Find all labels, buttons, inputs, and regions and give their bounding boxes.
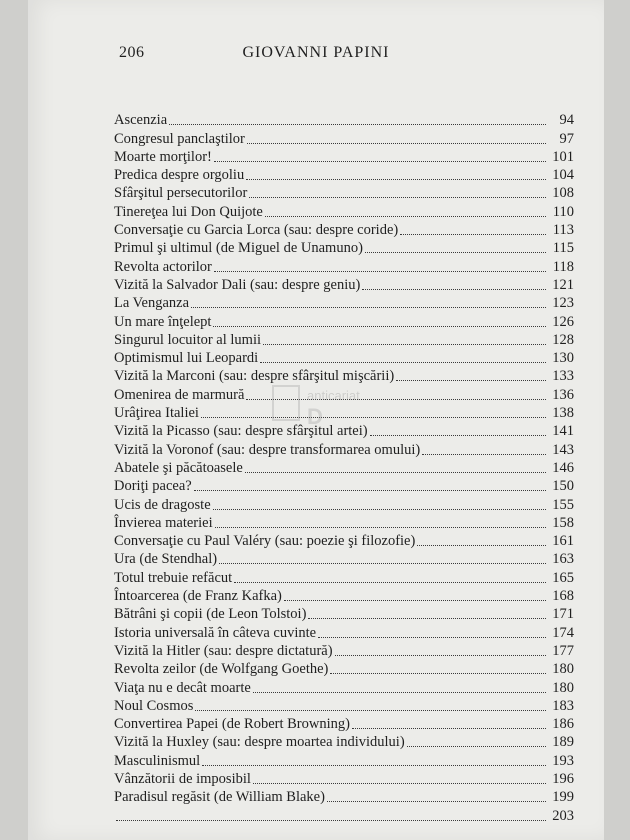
toc-leader-dots — [214, 271, 546, 272]
toc-entry-page: 143 — [552, 441, 574, 458]
toc-entry-page: 115 — [552, 240, 574, 257]
toc-entry — [114, 202, 574, 220]
toc-entry-title: Învierea materiei — [114, 514, 213, 531]
toc-leader-dots — [362, 289, 546, 290]
book-page — [28, 0, 604, 840]
toc-leader-dots — [265, 216, 546, 217]
toc-leader-dots — [246, 179, 546, 180]
svg-text:D: D — [307, 404, 323, 429]
toc-entry-page: 171 — [552, 606, 574, 623]
toc-entry — [114, 129, 574, 147]
toc-entry-title: Urâţirea Italiei — [114, 405, 199, 422]
toc-entry-title: Revolta zeilor (de Wolfgang Goethe) — [114, 661, 329, 678]
toc-entry — [114, 385, 574, 403]
toc-entry-title: La Venganza — [114, 295, 190, 312]
toc-entry-title: Conversaţie cu Paul Valéry (sau: poezie şi filozofie) — [114, 533, 416, 550]
toc-entry-title: Tinereţea lui Don Quijote — [114, 203, 263, 220]
toc-entry-title: Conversaţie cu Garcia Lorca (sau: despre coride) — [114, 222, 399, 239]
toc-leader-dots — [246, 399, 546, 400]
toc-entry — [114, 294, 574, 312]
toc-entry-page: 180 — [552, 661, 574, 678]
toc-entry-page: 180 — [552, 679, 574, 696]
toc-leader-dots — [249, 197, 546, 198]
toc-entry-title: Ucis de dragoste — [114, 496, 211, 513]
toc-leader-dots — [417, 545, 546, 546]
toc-entry — [114, 477, 574, 495]
toc-entry — [114, 642, 574, 660]
toc-entry — [114, 806, 574, 824]
toc-entry-title: Convertirea Papei (de Robert Browning) — [114, 716, 350, 733]
toc-leader-dots — [370, 435, 546, 436]
toc-leader-dots — [263, 344, 546, 345]
toc-leader-dots — [400, 234, 546, 235]
toc-entry-page: 101 — [552, 148, 574, 165]
toc-entry-title: Noul Cosmos — [114, 697, 194, 714]
toc-entry — [114, 715, 574, 733]
toc-leader-dots — [335, 655, 546, 656]
toc-entry — [114, 257, 574, 275]
toc-entry-title: Vizită la Picasso (sau: despre sfârşitul artei) — [114, 423, 368, 440]
toc-entry-page: 193 — [552, 752, 574, 769]
toc-entry-title: Omenirea de marmură — [114, 386, 245, 403]
toc-entry — [114, 148, 574, 166]
toc-leader-dots — [213, 509, 546, 510]
toc-entry — [114, 770, 574, 788]
toc-leader-dots — [213, 326, 546, 327]
toc-leader-dots — [253, 783, 546, 784]
toc-entry-page: 126 — [552, 313, 574, 330]
toc-entry-page: 94 — [559, 112, 574, 129]
toc-entry — [114, 349, 574, 367]
toc-entry — [114, 788, 574, 806]
toc-leader-dots — [318, 637, 546, 638]
toc-entry-page: 133 — [552, 368, 574, 385]
toc-leader-dots — [194, 490, 546, 491]
toc-leader-dots — [308, 618, 546, 619]
toc-entry-page: 110 — [552, 203, 574, 220]
toc-entry — [114, 733, 574, 751]
toc-entry-title: Congresul panclaştilor — [114, 130, 245, 147]
toc-entry-page: 165 — [552, 569, 574, 586]
toc-entry — [114, 440, 574, 458]
toc-entry — [114, 587, 574, 605]
toc-entry — [114, 221, 574, 239]
toc-entry-title: Vizită la Marconi (sau: despre sfârşitul mişcării) — [114, 368, 395, 385]
toc-leader-dots — [202, 765, 546, 766]
toc-leader-dots — [422, 454, 546, 455]
toc-entry — [114, 367, 574, 385]
toc-entry-page: 174 — [552, 624, 574, 641]
toc-entry — [114, 751, 574, 769]
toc-leader-dots — [284, 600, 546, 601]
toc-entry-title: Abatele şi păcătoasele — [114, 459, 243, 476]
toc-entry-title: Vizită la Huxley (sau: despre moartea individului) — [114, 734, 405, 751]
toc-entry-page: 168 — [552, 588, 574, 605]
toc-leader-dots — [195, 710, 546, 711]
toc-entry-page: 150 — [552, 478, 574, 495]
toc-entry — [114, 184, 574, 202]
toc-entry-title: Istoria universală în câteva cuvinte — [114, 624, 317, 641]
toc-entry — [114, 532, 574, 550]
toc-entry-title: Vizită la Salvador Dali (sau: despre geniu) — [114, 276, 361, 293]
toc-entry-title: Vizită la Voronof (sau: despre transformarea omului) — [114, 441, 421, 458]
toc-entry-title: Revolta actorilor — [114, 258, 212, 275]
toc-leader-dots — [169, 124, 546, 125]
toc-entry — [114, 422, 574, 440]
toc-entry — [114, 459, 574, 477]
page-header — [28, 44, 604, 68]
table-of-contents — [114, 111, 574, 825]
toc-entry-page: 123 — [552, 295, 574, 312]
toc-leader-dots — [327, 801, 546, 802]
toc-entry-page: 146 — [552, 459, 574, 476]
toc-entry — [114, 623, 574, 641]
toc-entry-title: Vizită la Hitler (sau: despre dictatură) — [114, 642, 333, 659]
toc-entry-title: Un mare înţelept — [114, 313, 212, 330]
toc-entry-page: 163 — [552, 551, 574, 568]
toc-entry — [114, 276, 574, 294]
toc-entry-title: Viaţa nu e decât moarte — [114, 679, 251, 696]
toc-entry — [114, 331, 574, 349]
toc-entry-page: 128 — [552, 331, 574, 348]
toc-leader-dots — [116, 820, 546, 821]
toc-leader-dots — [215, 527, 546, 528]
toc-entry-page: 138 — [552, 405, 574, 422]
toc-entry-page: 118 — [552, 258, 574, 275]
toc-entry-page: 183 — [552, 697, 574, 714]
toc-leader-dots — [352, 728, 546, 729]
watermark-text: anticariat — [307, 388, 360, 403]
toc-entry-title: Singurul locuitor al lumii — [114, 331, 262, 348]
toc-entry-title: Optimismul lui Leopardi — [114, 350, 259, 367]
toc-entry-title: Ura (de Stendhal) — [114, 551, 218, 568]
toc-leader-dots — [219, 563, 546, 564]
toc-entry-page: 155 — [552, 496, 574, 513]
toc-entry-page: 199 — [552, 789, 574, 806]
page-number: 206 — [119, 44, 145, 61]
toc-leader-dots — [214, 161, 546, 162]
toc-entry-title: Vânzătorii de imposibil — [114, 770, 251, 787]
toc-leader-dots — [330, 673, 546, 674]
toc-leader-dots — [365, 252, 546, 253]
running-title: GIOVANNI PAPINI — [242, 44, 390, 61]
toc-entry-page: 189 — [552, 734, 574, 751]
toc-entry — [114, 660, 574, 678]
toc-entry-title: Întoarcerea (de Franz Kafka) — [114, 588, 282, 605]
toc-entry-title: Bătrâni şi copii (de Leon Tolstoi) — [114, 606, 307, 623]
toc-entry-page: 177 — [552, 642, 574, 659]
toc-entry — [114, 166, 574, 184]
toc-entry-title: Doriţi pacea? — [114, 478, 192, 495]
toc-leader-dots — [191, 307, 546, 308]
toc-leader-dots — [396, 380, 546, 381]
toc-entry — [114, 312, 574, 330]
toc-entry-page: 196 — [552, 770, 574, 787]
toc-entry-title: Sfârşitul persecutorilor — [114, 185, 248, 202]
toc-entry — [114, 697, 574, 715]
toc-entry-page: 141 — [552, 423, 574, 440]
toc-entry-page: 97 — [559, 130, 574, 147]
toc-entry-title: Masculinismul — [114, 752, 201, 769]
toc-entry-title: Paradisul regăsit (de William Blake) — [114, 789, 325, 806]
toc-entry-page: 136 — [552, 386, 574, 403]
toc-entry-page: 104 — [552, 167, 574, 184]
toc-entry — [114, 404, 574, 422]
toc-entry — [114, 239, 574, 257]
toc-entry-page: 203 — [552, 807, 574, 824]
toc-leader-dots — [234, 582, 546, 583]
toc-entry-page: 108 — [552, 185, 574, 202]
toc-leader-dots — [260, 362, 546, 363]
toc-leader-dots — [245, 472, 546, 473]
toc-entry-title: Predica despre orgoliu — [114, 167, 245, 184]
toc-entry-title: Primul şi ultimul (de Miguel de Unamuno) — [114, 240, 363, 257]
toc-entry-page: 113 — [552, 222, 574, 239]
toc-leader-dots — [201, 417, 546, 418]
toc-entry-page: 186 — [552, 716, 574, 733]
toc-entry-page: 130 — [552, 350, 574, 367]
toc-entry — [114, 605, 574, 623]
toc-leader-dots — [253, 692, 546, 693]
toc-entry — [114, 514, 574, 532]
toc-entry — [114, 111, 574, 129]
toc-leader-dots — [407, 746, 546, 747]
toc-entry-title: Moarte morţilor! — [114, 148, 212, 165]
toc-entry-title: Ascenzia — [114, 112, 168, 129]
toc-leader-dots — [247, 143, 546, 144]
toc-entry-page: 121 — [552, 276, 574, 293]
toc-entry — [114, 568, 574, 586]
toc-entry — [114, 495, 574, 513]
toc-entry — [114, 550, 574, 568]
toc-entry — [114, 678, 574, 696]
toc-entry-title: Totul trebuie refăcut — [114, 569, 233, 586]
toc-entry-page: 158 — [552, 514, 574, 531]
toc-entry-page: 161 — [552, 533, 574, 550]
